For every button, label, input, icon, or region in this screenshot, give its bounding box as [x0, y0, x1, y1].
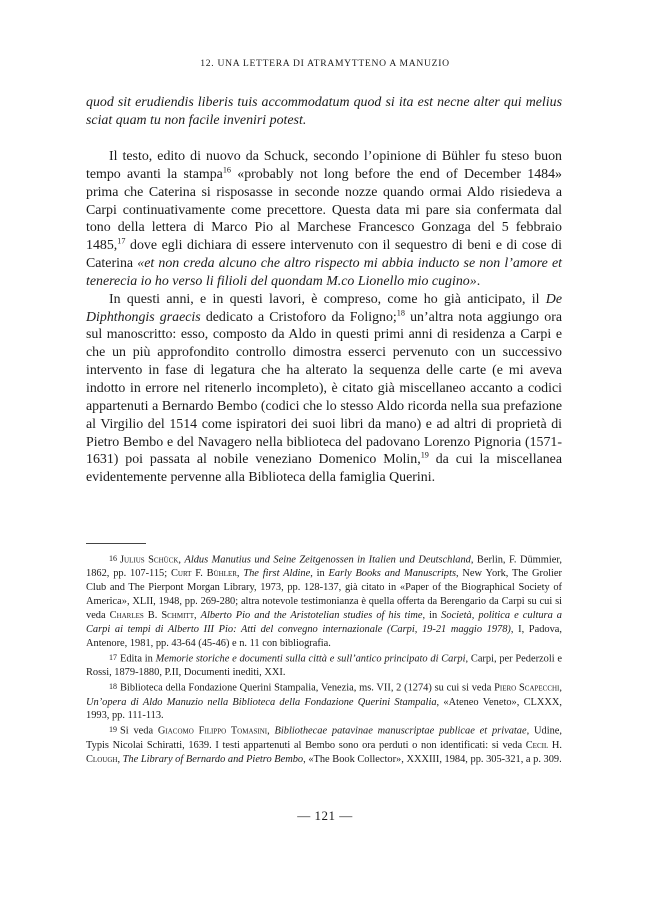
fn-text: , [267, 725, 275, 737]
author: Curt F. Bühler [170, 568, 237, 580]
fn-text: , Carpi, per Pederzoli e Rossi, 1879-1880, P.II, Documenti inediti, XXI. [86, 653, 562, 679]
work-title: The first Aldine [243, 568, 311, 580]
p1-text-c: dove egli dichiara di essere intervenuto con il sequestro di beni e di cose di Caterina [86, 238, 562, 272]
footnote-16 [86, 552, 562, 651]
paragraph-1 [86, 148, 562, 291]
footnote-18 [86, 680, 562, 723]
quote-text: quod sit erudiendis liberis tuis accommodatum quod si ita est necne alter qui melius sciat quam tu non facile inveniri potest. [86, 95, 562, 128]
work-title: Aldus Manutius und Seine Zeitgenossen in Italien und Deutschland [184, 554, 471, 566]
work-title: Un’opera di Aldo Manuzio nella Biblioteca della Fondazione Querini Stampalia [86, 696, 437, 708]
fn-text: Biblioteca della Fondazione Querini Stampalia, Venezia, ms. VII, 2 (1274) su cui si veda [120, 682, 495, 694]
footnote-ref-18[interactable]: 18 [396, 308, 405, 318]
author: Giacomo Filippo Tomasini [157, 725, 268, 737]
fn-text: , New York, The Grolier Club and The Pierpont Morgan Library, 1973, pp. 128-137, già citato in «Paper of the Biographical Society of America», XLII, 1948, pp. 269-280; altra notevole testimonianza è quella offerta da Berengario da Carpi su cui si veda [86, 568, 562, 622]
author: Julius Schück [120, 554, 179, 566]
p1-text-a: Il testo, edito di nuovo da Schuck, secondo l’opinione di Bühler fu steso buon tempo avanti la stampa [86, 149, 562, 182]
fn-text: , in [422, 610, 442, 622]
latin-quotation [86, 94, 562, 130]
p1-text-d: . [476, 273, 481, 289]
work-title: Early Books and Manuscripts [328, 568, 457, 580]
footnote-ref-19[interactable]: 19 [420, 450, 429, 460]
running-header: 12. UNA LETTERA DI ATRAMYTTENO A MANUZIO [200, 58, 450, 69]
footnotes [86, 552, 562, 767]
fn-text: , «The Book Collector», XXXIII, 1984, pp. 305-321, a p. 309. [303, 753, 562, 765]
footnote-17 [86, 651, 562, 680]
author: Piero Scapecchi [494, 682, 560, 694]
fn-text: , «Ateneo Veneto», CLXXX, 1993, pp. 111-113. [86, 696, 562, 722]
page-number: — 121 — [297, 808, 353, 823]
work-title: The Library of Bernardo and Pietro Bembo [122, 753, 304, 765]
work-title: Memorie storiche e documenti sulla città e sull’antico principato di Carpi [155, 653, 466, 665]
work-title: Bibliothecae patavinae manuscriptae publicae et privatae [274, 725, 527, 737]
fn-text: , [559, 682, 562, 694]
p2-text-c: un’altra nota aggiungo ora sul manoscritto: esso, composto da Aldo in questi primi anni di residenza a Carpi e che un più approfondito controllo dimostra esserci pervenuto con un successivo intervento in fase di legatura che ha alterato la sequenza delle carte (e mi aveva indotto in errore nel ritenerlo incompleto), è citato già miscellaneo accanto a codici appartenuti a Bernardo Bembo (codici che lo stesso Aldo ricorda nella sua prefazione al Virgilio del 1514 come ispiratori dei suoi libri da mano) e ad altri di proprietà di Pietro Bembo e del Navagero nella biblioteca del padovano Lorenzo Pignoria (1571-1631) poi passata al nobile veneziano Domenico Molin, [86, 309, 562, 468]
p1-italic-quote: «et non creda alcuno che altro rispecto mi abbia inducto se non l’amore et tenerecia io ho verso li filioli del quondam M.co Lionello mio cugino» [86, 256, 563, 289]
fn-text: , I, Padova, Antenore, 1981, pp. 43-64 (45-46) e n. 11 con bibliografia. [86, 624, 562, 649]
p2-work-title: De Diphthongis graecis [86, 291, 562, 325]
fn-text: , Berlin, F. Dümmier, 1862, pp. 107-115; [86, 554, 562, 580]
fn-text: , [193, 610, 201, 622]
p2-text-b: dedicato a Cristoforo da Foligno; [200, 309, 397, 325]
fn-text: , [178, 554, 185, 566]
fn-text: Si veda [120, 725, 158, 737]
fn-text: , in [310, 568, 329, 580]
paragraph-2 [86, 291, 562, 487]
footnote-number: 19 [109, 725, 117, 735]
work-title: Società, politica e cultura a Carpi ai tempi di Alberto III Pio: Atti del convegno internazionale (Carpi, 19-21 maggio 1978) [86, 610, 562, 636]
footnote-ref-16[interactable]: 16 [222, 165, 232, 175]
author: Cecil H. Clough [86, 739, 562, 765]
p2-text-d: da cui la miscellanea evidentemente pervenne alla Biblioteca della famiglia Querini. [86, 452, 563, 486]
fn-text: Edita in [120, 653, 156, 665]
author: Charles B. Schmitt [109, 610, 194, 622]
footnote-divider [86, 543, 146, 544]
footnote-19 [86, 723, 562, 766]
footnote-number: 16 [109, 554, 117, 563]
work-title: Alberto Pio and the Aristotelian studies of his time [200, 610, 423, 622]
fn-text: , [117, 753, 123, 765]
main-text [86, 148, 562, 487]
footnote-number: 17 [109, 652, 117, 662]
p2-text-a: In questi anni, e in questi lavori, è compreso, come ho già anticipato, il [109, 291, 546, 307]
footnote-ref-17[interactable]: 17 [117, 236, 126, 246]
footnote-number: 18 [109, 682, 117, 692]
fn-text: , Udine, Typis Nicolai Schiratti, 1639. I testi appartenuti al Bembo sono ora perduti o non identificati: si veda [86, 725, 562, 751]
fn-text: , [236, 568, 244, 580]
p1-text-b: «probably not long before the end of December 1484» prima che Caterina si risposasse in seconde nozze quando ormai Aldo risiedeva a Carpi continuativamente come precettore. Questa data mi pare sia confermata dal tono della lettera di Marco Pio al Marchese Francesco Gonzaga del 5 febbraio 1485, [86, 166, 563, 254]
